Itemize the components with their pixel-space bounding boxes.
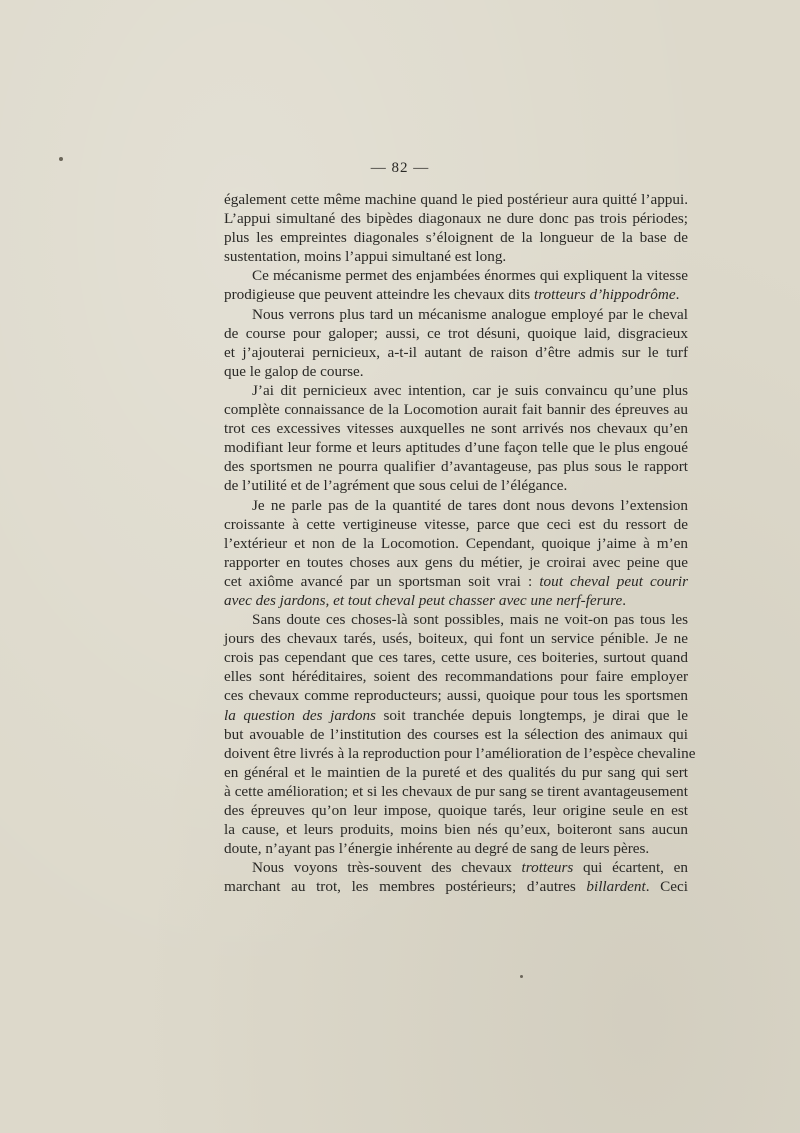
italic-phrase: la question des jardons bbox=[224, 706, 376, 724]
text-line bbox=[224, 706, 688, 725]
text-line: plus les empreintes diagonales s’éloignent de la longueur de la base de bbox=[224, 229, 688, 247]
text-line: modifiant leur forme et leurs aptitudes d’une façon telle que le plus engoué bbox=[224, 439, 688, 457]
text-line: doute, n’ayant pas l’énergie inhérente au degré de sang de leurs pères. bbox=[224, 840, 650, 858]
text-line bbox=[224, 572, 688, 591]
text-segment: . bbox=[675, 286, 680, 304]
text-line: Sans doute ces choses-là sont possibles, mais ne voit-on pas tous les bbox=[252, 611, 688, 629]
text-line bbox=[224, 858, 688, 877]
text-line: elles sont héréditaires, soient des recommandations pour faire employer bbox=[224, 668, 688, 686]
text-line: et j’ajouterai pernicieux, a-t-il autant de raison d’être admis sur le turf bbox=[224, 343, 688, 361]
text-line: de course pour galoper; aussi, ce trot désuni, quoique laid, disgracieux bbox=[224, 324, 688, 342]
text-line: également cette même machine quand le pied postérieur aura quitté l’appui. bbox=[224, 191, 688, 208]
text-line: Ce mécanisme permet des enjambées énormes qui expliquent la vitesse bbox=[252, 267, 688, 285]
text-line: jours des chevaux tarés, usés, boiteux, qui font un service pénible. Je ne bbox=[224, 630, 688, 648]
text-line: doivent être livrés à la reproduction pour l’amélioration de l’espèce chevaline bbox=[224, 744, 696, 762]
text-line bbox=[224, 877, 688, 896]
text-line: à cette amélioration; et si les chevaux de pur sang se tirent avantageusement bbox=[224, 782, 688, 800]
text-line: sustentation, moins l’appui simultané est long. bbox=[224, 248, 507, 266]
text-line: croissante à cette vertigineuse vitesse, parce que ceci est du ressort de bbox=[224, 515, 688, 533]
text-line: de l’utilité et de l’agrément que sous celui de l’élégance. bbox=[224, 477, 568, 495]
text-line: des épreuves qu’on leur impose, quoique tarés, leur origine seule en est bbox=[224, 802, 688, 819]
text-segment: marchant au trot, les membres postérieurs; d’autres bbox=[224, 878, 587, 896]
text-line: rapporter en toutes choses aux gens du métier, je croirai avec peine que bbox=[224, 553, 688, 571]
text-segment: cet axiôme avancé par un sportsman soit vrai : bbox=[224, 572, 540, 590]
text-segment: . bbox=[622, 591, 627, 609]
text-segment: soit tranchée depuis longtemps, je dirai que le bbox=[375, 706, 688, 724]
text-line: J’ai dit pernicieux avec intention, car je suis convaincu qu’une plus bbox=[252, 381, 688, 399]
body-text bbox=[224, 190, 696, 896]
text-line: Je ne parle pas de la quantité de tares dont nous devons l’extension bbox=[252, 496, 688, 514]
text-line: l’extérieur et non de la Locomotion. Cependant, quoique j’aime à m’en bbox=[224, 534, 688, 552]
italic-phrase: tout cheval peut courir bbox=[539, 572, 689, 590]
text-segment: Nous voyons très-souvent des chevaux bbox=[252, 859, 522, 877]
speck-mark bbox=[520, 975, 523, 978]
text-line: ces chevaux comme reproducteurs; aussi, quoique pour tous les sportsmen bbox=[224, 687, 688, 705]
text-line bbox=[224, 591, 688, 610]
text-line: crois pas cependant que ces tares, cette usure, ces boiteries, surtout quand bbox=[224, 649, 688, 667]
italic-phrase: trotteurs bbox=[521, 859, 574, 877]
text-line: Nous verrons plus tard un mécanisme analogue employé par le cheval bbox=[252, 305, 688, 323]
text-line: la cause, et leurs produits, moins bien nés qu’eux, boiteront sans aucun bbox=[224, 821, 688, 839]
text-line: complète connaissance de la Locomotion aurait fait bannir des épreuves au bbox=[224, 401, 688, 419]
text-line: en général et le maintien de la pureté et des qualités du pur sang qui sert bbox=[224, 763, 688, 781]
text-segment: prodigieuse que peuvent atteindre les chevaux dits bbox=[224, 286, 534, 304]
text-line: que le galop de course. bbox=[224, 362, 364, 380]
text-segment: qui écartent, en bbox=[573, 859, 688, 877]
text-line: trot ces excessives vitesses auxquelles ne sont arrivés nos chevaux qu’en bbox=[224, 420, 688, 438]
text-line: but avouable de l’institution des courses est la sélection des animaux qui bbox=[224, 725, 688, 743]
italic-phrase: billardent bbox=[586, 878, 646, 896]
text-line: des sportsmen ne pourra qualifier d’avantageuse, pas plus sous le rapport bbox=[224, 458, 688, 476]
italic-phrase: trotteurs d’hippodrôme bbox=[533, 286, 676, 304]
page-number: — 82 — bbox=[370, 160, 430, 176]
italic-phrase: avec des jardons, et tout cheval peut chasser avec une nerf-ferure bbox=[224, 591, 623, 609]
text-line: L’appui simultané des bipèdes diagonaux ne dure donc pas trois périodes; bbox=[224, 210, 688, 228]
text-line bbox=[224, 285, 688, 304]
text-segment: . Ceci bbox=[645, 878, 688, 896]
